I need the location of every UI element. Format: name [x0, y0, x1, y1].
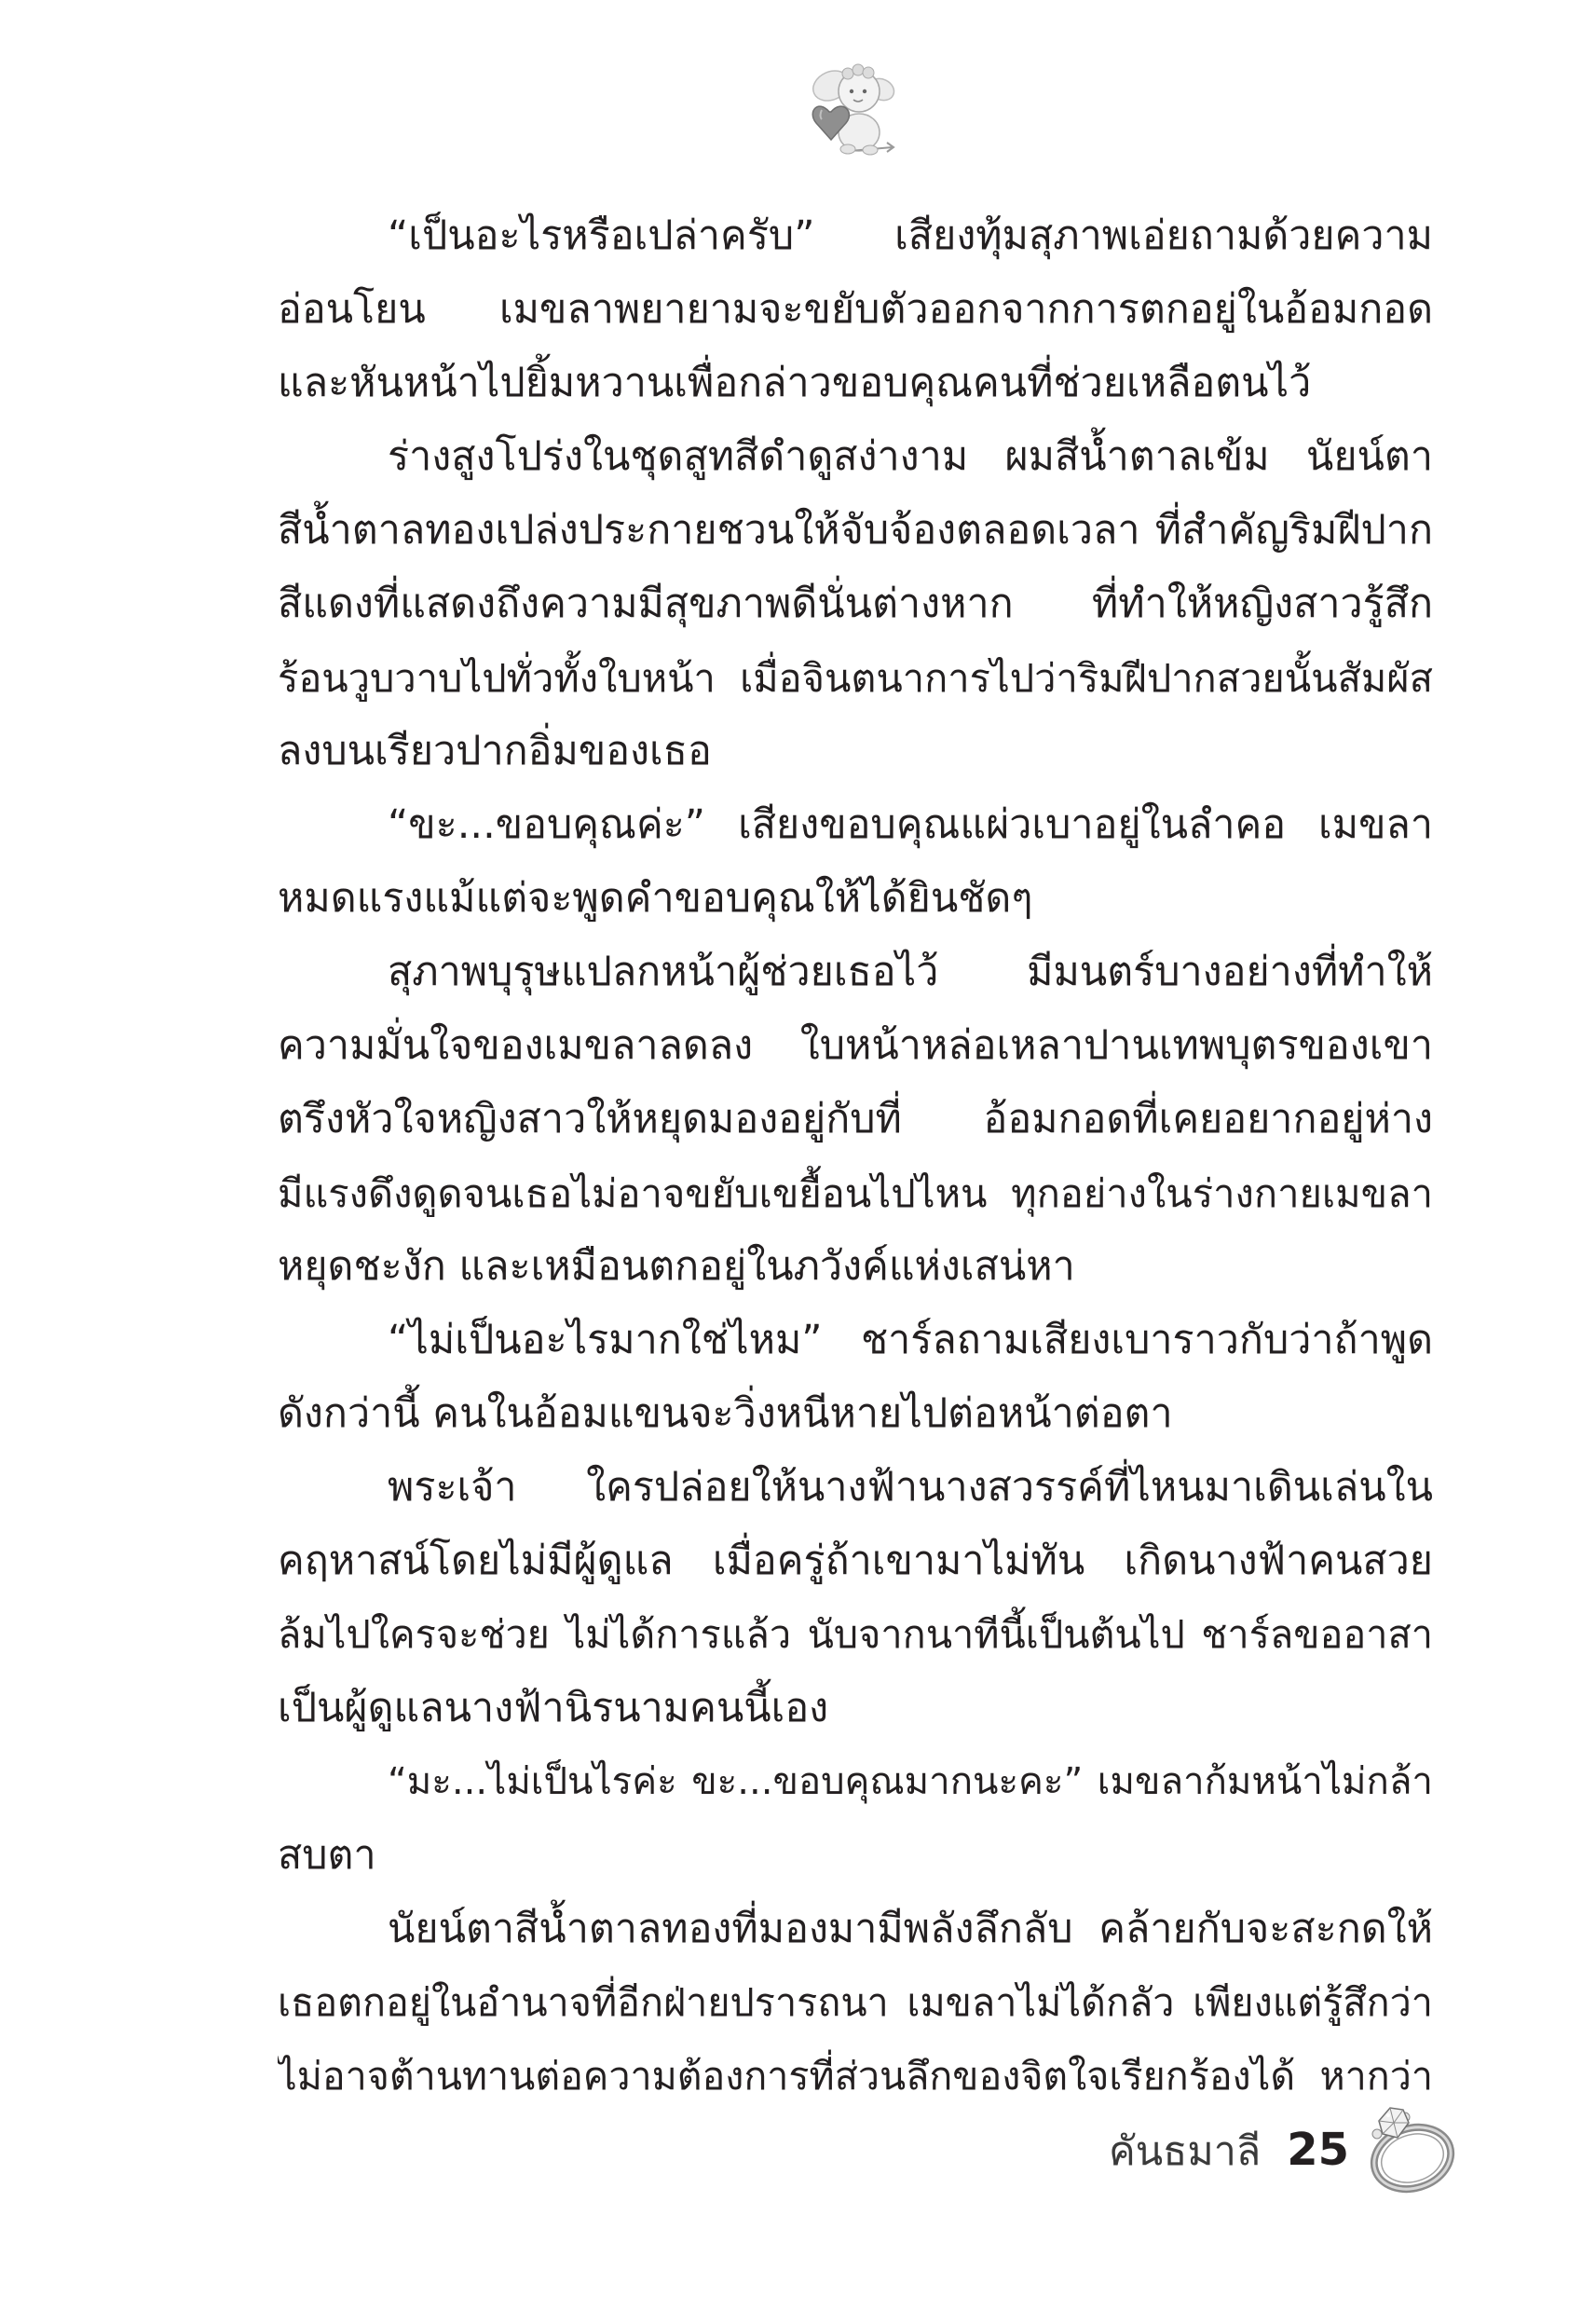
- text-line: ดังกว่านี้ คนในอ้อมแขนจะวิ่งหนีหายไปต่อหน้าต่อตา: [278, 1390, 1173, 1437]
- paragraph: [278, 1745, 1433, 1893]
- paragraph: [278, 1893, 1433, 2113]
- text-line: “เป็นอะไรหรือเปล่าครับ” เสียงทุ้มสุภาพเอ่ยถามด้วยความ: [388, 212, 1433, 259]
- paragraph: [278, 420, 1433, 788]
- text-line: เป็นผู้ดูแลนางฟ้านิรนามคนนี้เอง: [278, 1685, 829, 1731]
- text-line: และหันหน้าไปยิ้มหวานเพื่อกล่าวขอบคุณคนที่ช่วยเหลือตนไว้: [278, 360, 1312, 406]
- text-line: หยุดชะงัก และเหมือนตกอยู่ในภวังค์แห่งเสน่หา: [278, 1243, 1075, 1290]
- page-number: 25: [1287, 2124, 1350, 2176]
- text-line: ร้อนวูบวาบไปทั่วทั้งใบหน้า เมื่อจินตนาการไปว่าริมฝีปากสวยนั้นสัมผัส: [278, 655, 1433, 701]
- text-line: มีแรงดึงดูดจนเธอไม่อาจขยับเขยื้อนไปไหน ทุกอย่างในร่างกายเมขลา: [278, 1170, 1433, 1216]
- text-line: พระเจ้า ใครปล่อยให้นางฟ้านางสวรรค์ที่ไหนมาเดินเล่นใน: [388, 1464, 1433, 1511]
- text-line: หมดแรงแม้แต่จะพูดคำขอบคุณให้ได้ยินชัดๆ: [278, 875, 1033, 922]
- body-text: [278, 199, 1433, 2113]
- text-line: นัยน์ตาสีน้ำตาลทองที่มองมามีพลังลึกลับ คล้ายกับจะสะกดให้: [388, 1906, 1433, 1952]
- diamond-ring-icon: [1357, 2097, 1457, 2195]
- text-line: สีแดงที่แสดงถึงความมีสุขภาพดีนั่นต่างหาก ที่ทำให้หญิงสาวรู้สึก: [278, 581, 1433, 627]
- cherub-heart-icon: [803, 58, 896, 160]
- text-line: “ไม่เป็นอะไรมากใช่ไหม” ชาร์ลถามเสียงเบาราวกับว่าถ้าพูด: [388, 1317, 1433, 1363]
- text-line: “มะ...ไม่เป็นไรค่ะ ขะ...ขอบคุณมากนะคะ” เมขลาก้มหน้าไม่กล้า: [388, 1760, 1433, 1803]
- text-line: ตรึงหัวใจหญิงสาวให้หยุดมองอยู่กับที่ อ้อมกอดที่เคยอยากอยู่ห่าง: [278, 1096, 1433, 1142]
- text-line: ไม่อาจต้านทานต่อความต้องการที่ส่วนลึกของจิตใจเรียกร้องได้ หากว่า: [278, 2054, 1433, 2099]
- text-line: เธอตกอยู่ในอำนาจที่อีกฝ่ายปรารถนา เมขลาไม่ได้กลัว เพียงแต่รู้สึกว่า: [278, 1980, 1433, 2025]
- text-line: “ขะ...ขอบคุณค่ะ” เสียงขอบคุณแผ่วเบาอยู่ในลำคอ เมขลา: [388, 801, 1433, 848]
- text-line: ล้มไปใครจะช่วย ไม่ได้การแล้ว นับจากนาทีนี้เป็นต้นไป ชาร์ลขออาสา: [278, 1612, 1433, 1657]
- text-line: สุภาพบุรุษแปลกหน้าผู้ช่วยเธอไว้ มีมนตร์บางอย่างที่ทำให้: [388, 949, 1433, 995]
- text-line: สีน้ำตาลทองเปล่งประกายชวนให้จับจ้องตลอดเวลา ที่สำคัญริมฝีปาก: [278, 507, 1433, 554]
- paragraph: [278, 936, 1433, 1304]
- page-footer: [1109, 2119, 1349, 2184]
- text-line: ความมั่นใจของเมขลาลดลง ใบหน้าหล่อเหลาปานเทพบุตรของเขา: [278, 1022, 1433, 1069]
- paragraph: [278, 1304, 1433, 1451]
- text-line: ร่างสูงโปร่งในชุดสูทสีดำดูสง่างาม ผมสีน้ำตาลเข้ม นัยน์ตา: [388, 433, 1433, 480]
- paragraph: [278, 199, 1433, 420]
- paragraph: [278, 1451, 1433, 1745]
- text-line: คฤหาสน์โดยไม่มีผู้ดูแล เมื่อครู่ถ้าเขามาไม่ทัน เกิดนางฟ้าคนสวย: [278, 1538, 1433, 1584]
- book-title: คันธมาลี: [1109, 2128, 1262, 2175]
- text-line: อ่อนโยน เมขลาพยายามจะขยับตัวออกจากการตกอยู่ในอ้อมกอด: [278, 286, 1433, 333]
- paragraph: [278, 788, 1433, 936]
- text-line: ลงบนเรียวปากอิ่มของเธอ: [278, 728, 712, 774]
- text-line: สบตา: [278, 1832, 376, 1879]
